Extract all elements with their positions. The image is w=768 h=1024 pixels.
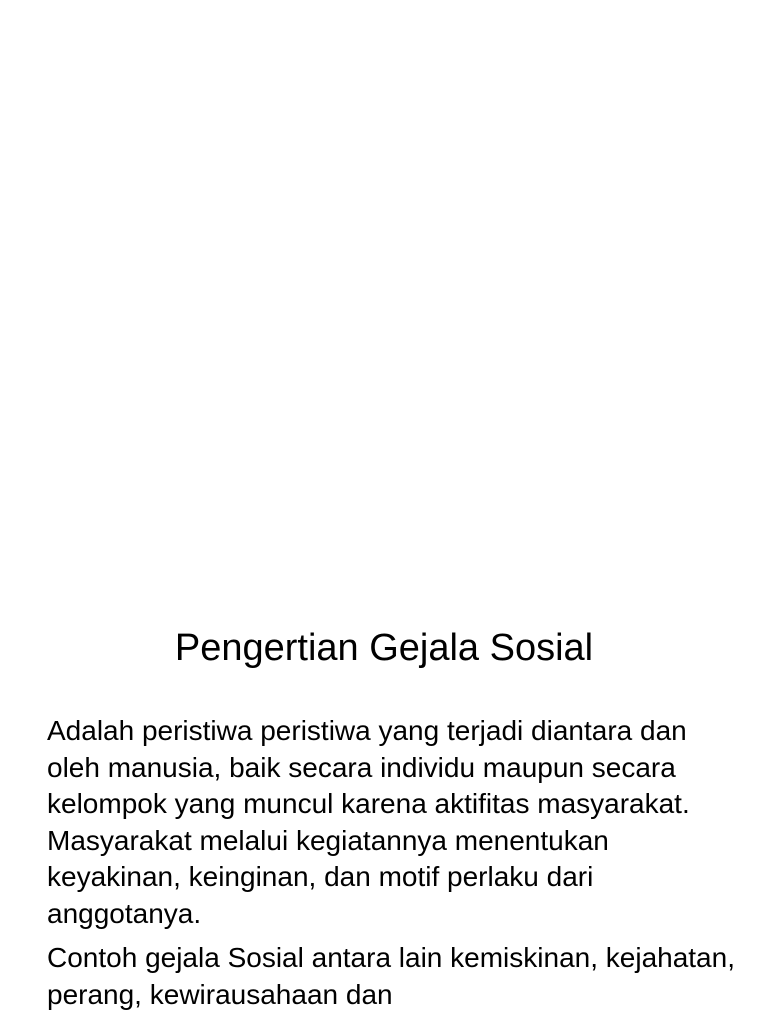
slide-title: Pengertian Gejala Sosial: [174, 627, 594, 669]
slide-body: [47, 713, 747, 1013]
body-paragraph-definition: Adalah peristiwa peristiwa yang terjadi diantara dan oleh manusia, baik secara individu maupun secara kelompok yang muncul karena aktifitas masyarakat. Masyarakat melalui kegiatannya menentukan keyakinan, keinginan, dan motif perlaku dari anggotanya.: [47, 715, 690, 929]
body-paragraph-examples: Contoh gejala Sosial antara lain kemiskinan, kejahatan, perang, kewirausahaan dan: [47, 942, 735, 1010]
